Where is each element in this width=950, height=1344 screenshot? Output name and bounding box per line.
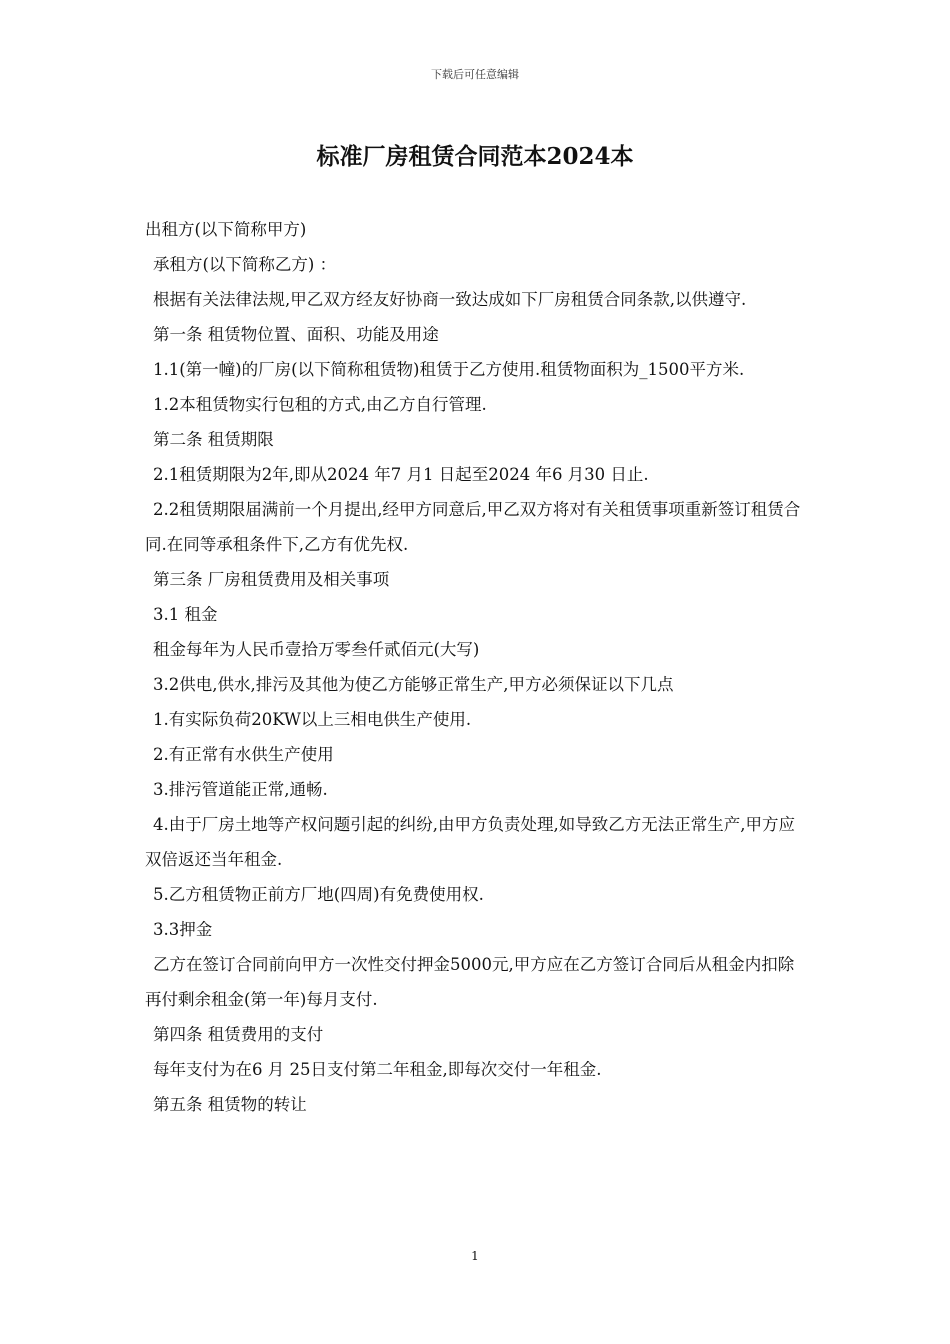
clause-2-1: 2.1租赁期限为2年,即从2024 年7 月1 日起至2024 年6 月30 日止. xyxy=(153,465,649,484)
clause-3-2: 3.2供电,供水,排污及其他为使乙方能够正常生产,甲方必须保证以下几点 xyxy=(153,675,674,694)
header-note: 下载后可任意编辑 xyxy=(431,68,519,81)
clause-3-2-item-2: 2.有正常有水供生产使用 xyxy=(153,745,334,764)
paragraph-lessee: 承租方(以下简称乙方) ： xyxy=(153,255,337,274)
clause-3-2-item-1: 1.有实际负荷20KW以上三相电供生产使用. xyxy=(153,710,472,729)
heading-article-1: 第一条 租赁物位置、面积、功能及用途 xyxy=(153,325,439,344)
clause-3-3: 3.3押金 xyxy=(153,920,213,939)
heading-article-3: 第三条 厂房租赁费用及相关事项 xyxy=(153,570,390,589)
clause-3-2-item-5: 5.乙方租赁物正前方厂地(四周)有免费使用权. xyxy=(153,885,484,904)
paragraph-preamble: 根据有关法律法规,甲乙双方经友好协商一致达成如下厂房租赁合同条款,以供遵守. xyxy=(153,290,747,309)
clause-1-1: 1.1(第一幢)的厂房(以下简称租赁物)租赁于乙方使用.租赁物面积为_1500平方米. xyxy=(153,360,745,379)
heading-article-5: 第五条 租赁物的转让 xyxy=(153,1095,307,1114)
clause-3-2-item-4: 4.由于厂房土地等产权问题引起的纠纷,由甲方负责处理,如导致乙方无法正常生产,甲方应双倍返还当年租金. xyxy=(145,815,795,869)
clause-3-1-rent: 租金每年为人民币壹拾万零叁仟贰佰元(大写) xyxy=(153,640,480,659)
heading-article-2: 第二条 租赁期限 xyxy=(153,430,274,449)
clause-3-3-deposit: 乙方在签订合同前向甲方一次性交付押金5000元,甲方应在乙方签订合同后从租金内扣除再付剩余租金(第一年)每月支付. xyxy=(145,955,795,1009)
page-number: 1 xyxy=(471,1249,479,1263)
clause-1-2: 1.2本租赁物实行包租的方式,由乙方自行管理. xyxy=(153,395,487,414)
heading-article-4: 第四条 租赁费用的支付 xyxy=(153,1025,324,1044)
document-body xyxy=(145,212,809,1122)
clause-3-1: 3.1 租金 xyxy=(153,605,218,624)
paragraph-lessor: 出租方(以下简称甲方) xyxy=(145,220,307,239)
clause-4-payment: 每年支付为在6 月 25日支付第二年租金,即每次交付一年租金. xyxy=(153,1060,602,1079)
clause-3-2-item-3: 3.排污管道能正常,通畅. xyxy=(153,780,328,799)
clause-2-2: 2.2租赁期限届满前一个月提出,经甲方同意后,甲乙双方将对有关租赁事项重新签订租赁合同.在同等承租条件下,乙方有优先权. xyxy=(145,500,801,554)
document-title: 标准厂房租赁合同范本2024本 xyxy=(316,143,634,170)
